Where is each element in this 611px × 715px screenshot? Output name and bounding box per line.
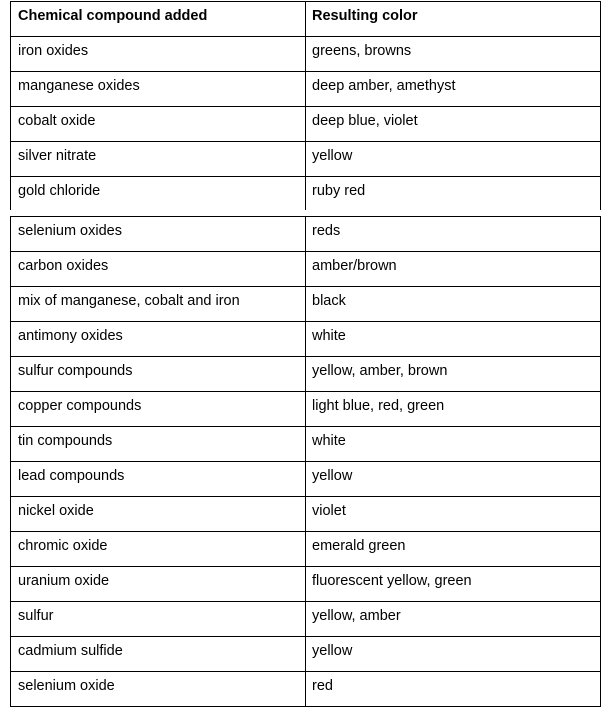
table-row xyxy=(11,287,600,322)
color-cell: white xyxy=(312,328,346,344)
table-block-bottom xyxy=(10,216,601,707)
table-row xyxy=(11,37,600,72)
table-header-row xyxy=(11,2,600,37)
compound-cell: antimony oxides xyxy=(11,322,306,356)
color-cell: yellow, amber xyxy=(312,608,401,624)
compound-cell: selenium oxide xyxy=(11,672,306,706)
table-row xyxy=(11,532,600,567)
table-row xyxy=(11,392,600,427)
compound-cell: tin compounds xyxy=(11,427,306,461)
color-cell: emerald green xyxy=(312,538,406,554)
compound-cell: carbon oxides xyxy=(11,252,306,286)
color-cell: amber/brown xyxy=(312,258,397,274)
color-cell: greens, browns xyxy=(312,43,412,59)
compound-cell: mix of manganese, cobalt and iron xyxy=(11,287,306,321)
header-color: Resulting color xyxy=(312,8,418,24)
table-row xyxy=(11,497,600,532)
compound-cell: selenium oxides xyxy=(11,217,306,251)
compound-cell: chromic oxide xyxy=(11,532,306,566)
compound-cell: gold chloride xyxy=(11,177,306,210)
compound-cell: nickel oxide xyxy=(11,497,306,531)
table-row xyxy=(11,357,600,392)
table-row xyxy=(11,217,600,252)
table-row xyxy=(11,322,600,357)
table-row xyxy=(11,142,600,177)
table-row xyxy=(11,462,600,497)
compound-cell: iron oxides xyxy=(11,37,306,71)
color-cell: yellow, amber, brown xyxy=(312,363,448,379)
compound-cell: manganese oxides xyxy=(11,72,306,106)
color-cell: yellow xyxy=(312,148,353,164)
color-cell: fluorescent yellow, green xyxy=(312,573,472,589)
compound-cell: sulfur xyxy=(11,602,306,636)
color-cell: violet xyxy=(312,503,346,519)
color-cell: reds xyxy=(312,223,341,239)
compound-cell: silver nitrate xyxy=(11,142,306,176)
table-row xyxy=(11,567,600,602)
color-cell: white xyxy=(312,433,346,449)
table-row xyxy=(11,72,600,107)
compound-cell: cadmium sulfide xyxy=(11,637,306,671)
color-cell: black xyxy=(312,293,346,309)
color-cell: deep blue, violet xyxy=(312,113,418,129)
table-block-top xyxy=(10,1,601,210)
table-row xyxy=(11,672,600,707)
compound-cell: sulfur compounds xyxy=(11,357,306,391)
table-row xyxy=(11,602,600,637)
color-cell: red xyxy=(312,678,333,694)
compound-cell: cobalt oxide xyxy=(11,107,306,141)
table-row xyxy=(11,177,600,210)
compound-cell: lead compounds xyxy=(11,462,306,496)
color-cell: yellow xyxy=(312,468,353,484)
compound-cell: copper compounds xyxy=(11,392,306,426)
color-cell: yellow xyxy=(312,643,353,659)
table-row xyxy=(11,252,600,287)
compound-cell: uranium oxide xyxy=(11,567,306,601)
table-row xyxy=(11,637,600,672)
color-cell: light blue, red, green xyxy=(312,398,445,414)
table-row xyxy=(11,107,600,142)
header-compound: Chemical compound added xyxy=(11,2,306,36)
color-cell: deep amber, amethyst xyxy=(312,78,456,94)
table-row xyxy=(11,427,600,462)
color-cell: ruby red xyxy=(312,183,366,199)
